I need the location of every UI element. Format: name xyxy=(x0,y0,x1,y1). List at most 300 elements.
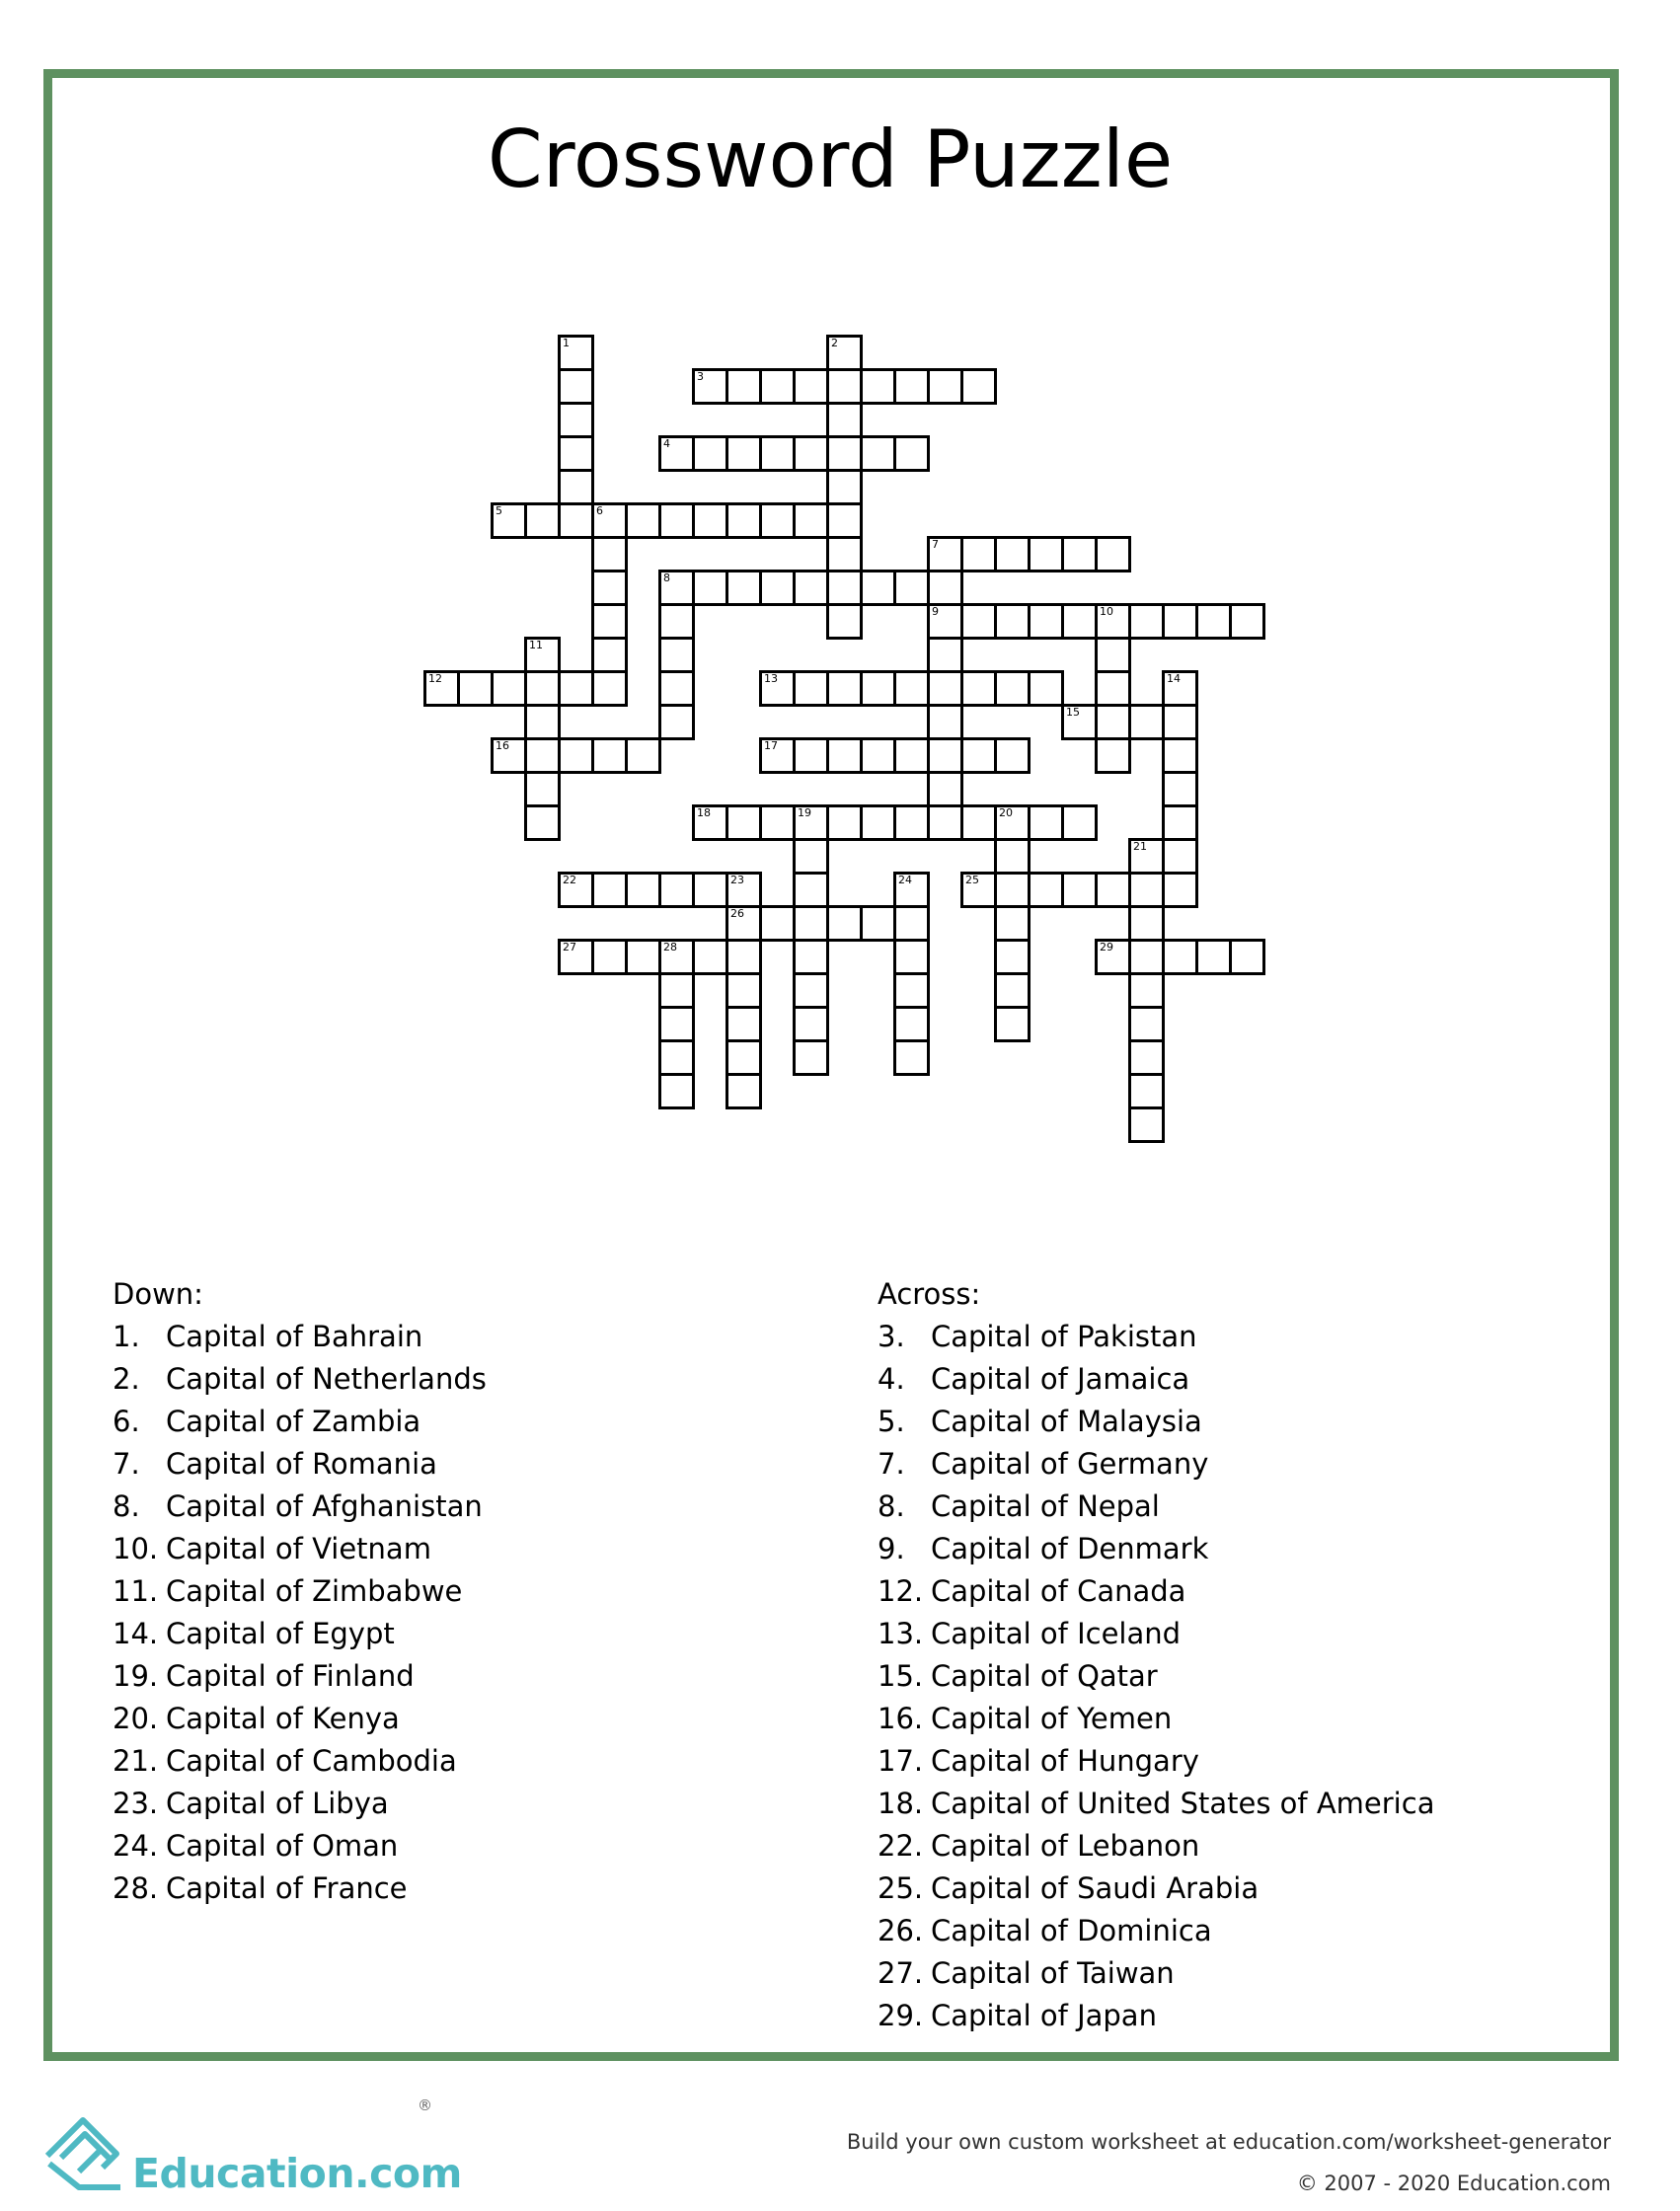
registered-mark: ® xyxy=(418,2097,432,2114)
crossword-cell[interactable] xyxy=(1128,603,1165,640)
crossword-cell[interactable] xyxy=(1028,603,1064,640)
clue-number: 11. xyxy=(113,1574,159,1608)
crossword-cell[interactable] xyxy=(725,939,762,975)
clue-number: 22. xyxy=(878,1829,924,1863)
crossword-cell[interactable] xyxy=(1229,603,1265,640)
clue-text: Capital of Zambia xyxy=(166,1405,421,1438)
crossword-cell[interactable] xyxy=(826,402,863,438)
crossword-cell[interactable] xyxy=(558,872,594,908)
across-clue xyxy=(878,1825,1434,1868)
crossword-cell[interactable] xyxy=(524,804,561,841)
cell-number: 19 xyxy=(798,806,811,819)
crossword-cell[interactable] xyxy=(826,335,863,371)
crossword-cell[interactable] xyxy=(725,435,762,472)
crossword-cell[interactable] xyxy=(960,804,997,841)
crossword-cell[interactable] xyxy=(860,570,896,606)
brand-name: Education.com xyxy=(132,2150,462,2197)
crossword-cell[interactable] xyxy=(625,502,661,539)
clue-text: Capital of Iceland xyxy=(931,1617,1182,1650)
crossword-cell[interactable] xyxy=(725,905,762,942)
crossword-cell[interactable] xyxy=(826,536,863,572)
crossword-cell[interactable] xyxy=(960,536,997,572)
crossword-cell[interactable] xyxy=(893,804,930,841)
clue-number: 10. xyxy=(113,1532,159,1565)
clue-number: 23. xyxy=(113,1787,159,1820)
crossword-cell[interactable] xyxy=(893,972,930,1009)
clue-number: 24. xyxy=(113,1829,159,1863)
clue-number: 1. xyxy=(113,1320,140,1353)
clue-text: Capital of Qatar xyxy=(931,1659,1158,1693)
crossword-cell[interactable] xyxy=(1162,603,1198,640)
clue-text: Capital of Vietnam xyxy=(166,1532,431,1565)
down-clue xyxy=(113,1613,487,1655)
cell-number: 11 xyxy=(529,639,543,651)
crossword-cell[interactable] xyxy=(658,1073,695,1109)
down-clue xyxy=(113,1868,487,1910)
crossword-cell[interactable] xyxy=(524,737,561,774)
crossword-cell[interactable] xyxy=(625,737,661,774)
crossword-cell[interactable] xyxy=(927,804,963,841)
crossword-cell[interactable] xyxy=(524,771,561,807)
crossword-cell[interactable] xyxy=(558,670,594,707)
down-clue xyxy=(113,1570,487,1613)
across-clue xyxy=(878,1316,1434,1358)
crossword-cell[interactable] xyxy=(793,368,829,405)
crossword-cell[interactable] xyxy=(725,1039,762,1076)
crossword-cell[interactable] xyxy=(826,905,863,942)
crossword-cell[interactable] xyxy=(1162,939,1198,975)
crossword-cell[interactable] xyxy=(759,804,796,841)
crossword-cell[interactable] xyxy=(826,603,863,640)
cell-number: 20 xyxy=(999,806,1013,819)
crossword-cell[interactable] xyxy=(860,737,896,774)
crossword-cell[interactable] xyxy=(1162,704,1198,740)
clue-number: 2. xyxy=(113,1362,140,1396)
crossword-cell[interactable] xyxy=(860,670,896,707)
crossword-cell[interactable] xyxy=(826,435,863,472)
clue-text: Capital of Hungary xyxy=(931,1744,1199,1778)
crossword-cell[interactable] xyxy=(759,905,796,942)
crossword-cell[interactable] xyxy=(558,737,594,774)
crossword-cell[interactable] xyxy=(893,368,930,405)
crossword-cell[interactable] xyxy=(994,670,1031,707)
cell-number: 14 xyxy=(1167,672,1181,685)
cell-number: 29 xyxy=(1100,941,1113,953)
crossword-cell[interactable] xyxy=(1095,536,1131,572)
crossword-cell[interactable] xyxy=(725,972,762,1009)
crossword-cell[interactable] xyxy=(793,737,829,774)
crossword-cell[interactable] xyxy=(558,368,594,405)
crossword-cell[interactable] xyxy=(1162,737,1198,774)
crossword-cell[interactable] xyxy=(793,502,829,539)
crossword-cell[interactable] xyxy=(893,570,930,606)
crossword-cell[interactable] xyxy=(1128,972,1165,1009)
crossword-cell[interactable] xyxy=(960,670,997,707)
crossword-cell[interactable] xyxy=(759,435,796,472)
crossword-cell[interactable] xyxy=(793,872,829,908)
crossword-cell[interactable] xyxy=(1095,872,1131,908)
crossword-cell[interactable] xyxy=(994,838,1031,875)
clue-text: Capital of Pakistan xyxy=(931,1320,1197,1353)
clue-text: Capital of Lebanon xyxy=(931,1829,1200,1863)
clue-text: Capital of Bahrain xyxy=(166,1320,423,1353)
down-heading: Down: xyxy=(113,1277,203,1311)
clue-text: Capital of Romania xyxy=(166,1447,437,1481)
clue-number: 18. xyxy=(878,1787,924,1820)
cell-number: 8 xyxy=(663,572,670,584)
down-clue xyxy=(113,1825,487,1868)
crossword-cell[interactable] xyxy=(625,939,661,975)
crossword-cell[interactable] xyxy=(1095,737,1131,774)
crossword-cell[interactable] xyxy=(1128,939,1165,975)
crossword-cell[interactable] xyxy=(759,670,796,707)
crossword-cell[interactable] xyxy=(558,502,594,539)
crossword-cell[interactable] xyxy=(423,670,460,707)
crossword-cell[interactable] xyxy=(1061,804,1098,841)
crossword-cell[interactable] xyxy=(893,737,930,774)
clue-text: Capital of Dominica xyxy=(931,1914,1212,1947)
crossword-cell[interactable] xyxy=(994,1006,1031,1042)
crossword-cell[interactable] xyxy=(658,972,695,1009)
across-heading: Across: xyxy=(878,1277,981,1311)
across-clue xyxy=(878,1443,1434,1486)
crossword-cell[interactable] xyxy=(893,939,930,975)
crossword-cell[interactable] xyxy=(927,368,963,405)
cell-number: 22 xyxy=(563,874,576,886)
crossword-cell[interactable] xyxy=(793,1039,829,1076)
across-clue xyxy=(878,1358,1434,1401)
cell-number: 3 xyxy=(697,370,704,383)
crossword-cell[interactable] xyxy=(793,972,829,1009)
crossword-cell[interactable] xyxy=(1095,939,1131,975)
crossword-cell[interactable] xyxy=(658,502,695,539)
crossword-cell[interactable] xyxy=(994,939,1031,975)
crossword-cell[interactable] xyxy=(658,570,695,606)
crossword-cell[interactable] xyxy=(826,670,863,707)
crossword-cell[interactable] xyxy=(1095,637,1131,673)
crossword-cell[interactable] xyxy=(893,435,930,472)
crossword-cell[interactable] xyxy=(591,570,628,606)
across-clue xyxy=(878,1952,1434,1995)
crossword-cell[interactable] xyxy=(1128,905,1165,942)
clue-number: 9. xyxy=(878,1532,905,1565)
crossword-cell[interactable] xyxy=(1162,670,1198,707)
crossword-cell[interactable] xyxy=(927,637,963,673)
crossword-cell[interactable] xyxy=(658,704,695,740)
crossword-cell[interactable] xyxy=(1128,1006,1165,1042)
clue-text: Capital of Saudi Arabia xyxy=(931,1871,1260,1905)
clue-number: 12. xyxy=(878,1574,924,1608)
crossword-cell[interactable] xyxy=(658,603,695,640)
crossword-cell[interactable] xyxy=(793,435,829,472)
crossword-cell[interactable] xyxy=(725,368,762,405)
down-clue xyxy=(113,1443,487,1486)
crossword-cell[interactable] xyxy=(893,905,930,942)
crossword-cell[interactable] xyxy=(860,435,896,472)
crossword-cell[interactable] xyxy=(927,771,963,807)
cell-number: 27 xyxy=(563,941,576,953)
down-clue xyxy=(113,1401,487,1443)
crossword-cell[interactable] xyxy=(524,704,561,740)
crossword-cell[interactable] xyxy=(591,670,628,707)
clue-text: Capital of Denmark xyxy=(931,1532,1209,1565)
crossword-cell[interactable] xyxy=(860,905,896,942)
clue-number: 7. xyxy=(113,1447,140,1481)
crossword-cell[interactable] xyxy=(1028,536,1064,572)
across-clue xyxy=(878,1740,1434,1783)
crossword-cell[interactable] xyxy=(1061,704,1098,740)
cell-number: 5 xyxy=(496,504,502,517)
clue-number: 26. xyxy=(878,1914,924,1947)
down-clue xyxy=(113,1783,487,1825)
cell-number: 7 xyxy=(932,538,939,551)
crossword-cell[interactable] xyxy=(927,704,963,740)
cell-number: 21 xyxy=(1133,840,1147,853)
crossword-cell[interactable] xyxy=(826,570,863,606)
across-clue xyxy=(878,1613,1434,1655)
crossword-cell[interactable] xyxy=(826,502,863,539)
crossword-cell[interactable] xyxy=(826,737,863,774)
crossword-cell[interactable] xyxy=(1028,804,1064,841)
crossword-cell[interactable] xyxy=(994,804,1031,841)
crossword-cell[interactable] xyxy=(658,1039,695,1076)
crossword-cell[interactable] xyxy=(1128,838,1165,875)
crossword-cell[interactable] xyxy=(759,737,796,774)
clue-text: Capital of Egypt xyxy=(166,1617,395,1650)
crossword-cell[interactable] xyxy=(960,737,997,774)
crossword-cell[interactable] xyxy=(994,536,1031,572)
crossword-cell[interactable] xyxy=(860,368,896,405)
clue-number: 25. xyxy=(878,1871,924,1905)
crossword-cell[interactable] xyxy=(994,737,1031,774)
crossword-cell[interactable] xyxy=(558,435,594,472)
across-clue xyxy=(878,1401,1434,1443)
crossword-cell[interactable] xyxy=(960,872,997,908)
crossword-cell[interactable] xyxy=(1162,804,1198,841)
crossword-cell[interactable] xyxy=(927,536,963,572)
crossword-cell[interactable] xyxy=(759,368,796,405)
crossword-cell[interactable] xyxy=(658,939,695,975)
clue-text: Capital of Netherlands xyxy=(166,1362,487,1396)
crossword-cell[interactable] xyxy=(1162,872,1198,908)
crossword-cell[interactable] xyxy=(591,939,628,975)
crossword-cell[interactable] xyxy=(692,939,728,975)
crossword-cell[interactable] xyxy=(826,368,863,405)
crossword-cell[interactable] xyxy=(658,872,695,908)
cell-number: 16 xyxy=(496,739,509,752)
crossword-cell[interactable] xyxy=(826,469,863,505)
crossword-cell[interactable] xyxy=(591,502,628,539)
clue-text: Capital of Malaysia xyxy=(931,1405,1202,1438)
crossword-cell[interactable] xyxy=(759,502,796,539)
cell-number: 12 xyxy=(428,672,442,685)
crossword-cell[interactable] xyxy=(591,737,628,774)
across-clue xyxy=(878,1868,1434,1910)
clue-number: 6. xyxy=(113,1405,140,1438)
crossword-cell[interactable] xyxy=(927,570,963,606)
across-clue xyxy=(878,1698,1434,1740)
crossword-cell[interactable] xyxy=(457,670,494,707)
clue-text: Capital of Nepal xyxy=(931,1489,1160,1523)
crossword-cell[interactable] xyxy=(1061,603,1098,640)
crossword-cell[interactable] xyxy=(558,939,594,975)
crossword-cell[interactable] xyxy=(491,502,527,539)
clue-text: Capital of Afghanistan xyxy=(166,1489,483,1523)
crossword-cell[interactable] xyxy=(793,905,829,942)
cell-number: 23 xyxy=(730,874,744,886)
clue-number: 4. xyxy=(878,1362,905,1396)
crossword-cell[interactable] xyxy=(826,804,863,841)
crossword-cell[interactable] xyxy=(1128,1073,1165,1109)
crossword-cell[interactable] xyxy=(860,804,896,841)
clue-text: Capital of United States of America xyxy=(931,1787,1435,1820)
down-clue xyxy=(113,1698,487,1740)
clue-text: Capital of Zimbabwe xyxy=(166,1574,463,1608)
crossword-cell[interactable] xyxy=(927,737,963,774)
crossword-cell[interactable] xyxy=(893,670,930,707)
crossword-cell[interactable] xyxy=(1028,670,1064,707)
cell-number: 13 xyxy=(764,672,778,685)
crossword-cell[interactable] xyxy=(725,872,762,908)
down-clue xyxy=(113,1486,487,1528)
crossword-cell[interactable] xyxy=(994,905,1031,942)
crossword-cell[interactable] xyxy=(1128,704,1165,740)
clue-number: 8. xyxy=(878,1489,905,1523)
copyright-text: © 2007 - 2020 Education.com xyxy=(1296,2172,1611,2195)
cell-number: 24 xyxy=(898,874,912,886)
crossword-cell[interactable] xyxy=(927,603,963,640)
crossword-cell[interactable] xyxy=(1061,536,1098,572)
crossword-cell[interactable] xyxy=(1128,1106,1165,1143)
across-clue xyxy=(878,1995,1434,2037)
crossword-cell[interactable] xyxy=(960,368,997,405)
crossword-cell[interactable] xyxy=(692,872,728,908)
clue-text: Capital of Yemen xyxy=(931,1702,1173,1735)
crossword-cell[interactable] xyxy=(558,469,594,505)
crossword-cell[interactable] xyxy=(692,804,728,841)
cell-number: 28 xyxy=(663,941,677,953)
crossword-cell[interactable] xyxy=(793,670,829,707)
crossword-cell[interactable] xyxy=(558,402,594,438)
crossword-cell[interactable] xyxy=(1095,704,1131,740)
cell-number: 25 xyxy=(965,874,979,886)
crossword-cell[interactable] xyxy=(1229,939,1265,975)
clue-number: 3. xyxy=(878,1320,905,1353)
down-clue xyxy=(113,1316,487,1358)
crossword-cell[interactable] xyxy=(692,570,728,606)
clue-text: Capital of Jamaica xyxy=(931,1362,1190,1396)
cell-number: 6 xyxy=(596,504,603,517)
crossword-cell[interactable] xyxy=(1061,872,1098,908)
clue-text: Capital of Oman xyxy=(166,1829,399,1863)
crossword-cell[interactable] xyxy=(658,1006,695,1042)
crossword-cell[interactable] xyxy=(658,670,695,707)
across-clues xyxy=(878,1273,1434,2037)
clue-text: Capital of Japan xyxy=(931,1999,1157,2032)
crossword-cell[interactable] xyxy=(692,502,728,539)
crossword-cell[interactable] xyxy=(893,1006,930,1042)
crossword-cell[interactable] xyxy=(692,435,728,472)
clue-number: 27. xyxy=(878,1956,924,1990)
crossword-cell[interactable] xyxy=(994,603,1031,640)
crossword-cell[interactable] xyxy=(591,536,628,572)
crossword-cell[interactable] xyxy=(1128,872,1165,908)
crossword-cell[interactable] xyxy=(725,1006,762,1042)
crossword-cell[interactable] xyxy=(960,603,997,640)
clue-number: 17. xyxy=(878,1744,924,1778)
crossword-cell[interactable] xyxy=(1095,603,1131,640)
crossword-cell[interactable] xyxy=(1195,603,1232,640)
crossword-cell[interactable] xyxy=(1162,838,1198,875)
crossword-cell[interactable] xyxy=(591,872,628,908)
clue-number: 21. xyxy=(113,1744,159,1778)
clue-text: Capital of Libya xyxy=(166,1787,389,1820)
crossword-cell[interactable] xyxy=(725,570,762,606)
crossword-cell[interactable] xyxy=(524,502,561,539)
clue-number: 15. xyxy=(878,1659,924,1693)
across-clue xyxy=(878,1486,1434,1528)
crossword-cell[interactable] xyxy=(793,570,829,606)
crossword-cell[interactable] xyxy=(591,603,628,640)
crossword-cell[interactable] xyxy=(725,804,762,841)
crossword-cell[interactable] xyxy=(558,335,594,371)
across-clue xyxy=(878,1910,1434,1952)
crossword-cell[interactable] xyxy=(658,637,695,673)
crossword-cell[interactable] xyxy=(927,670,963,707)
crossword-cell[interactable] xyxy=(1028,872,1064,908)
down-clues xyxy=(113,1273,487,1910)
crossword-cell[interactable] xyxy=(591,637,628,673)
crossword-cell[interactable] xyxy=(491,737,527,774)
down-clue-list xyxy=(113,1316,487,1910)
page-title: Crossword Puzzle xyxy=(487,114,1174,205)
crossword-cell[interactable] xyxy=(692,368,728,405)
crossword-cell[interactable] xyxy=(725,1073,762,1109)
crossword-cell[interactable] xyxy=(625,872,661,908)
clue-text: Capital of Kenya xyxy=(166,1702,400,1735)
cell-number: 9 xyxy=(932,605,939,618)
clue-number: 20. xyxy=(113,1702,159,1735)
crossword-cell[interactable] xyxy=(524,670,561,707)
crossword-cell[interactable] xyxy=(994,972,1031,1009)
crossword-cell[interactable] xyxy=(893,1039,930,1076)
crossword-cell[interactable] xyxy=(491,670,527,707)
down-clue xyxy=(113,1528,487,1570)
crossword-cell[interactable] xyxy=(1195,939,1232,975)
crossword-cell[interactable] xyxy=(793,804,829,841)
crossword-cell[interactable] xyxy=(994,872,1031,908)
down-clue xyxy=(113,1358,487,1401)
crossword-cell[interactable] xyxy=(759,570,796,606)
clue-text: Capital of Germany xyxy=(931,1447,1209,1481)
cell-number: 15 xyxy=(1066,706,1080,719)
crossword-cell[interactable] xyxy=(1162,771,1198,807)
clue-number: 29. xyxy=(878,1999,924,2032)
crossword-cell[interactable] xyxy=(793,939,829,975)
crossword-cell[interactable] xyxy=(1128,1039,1165,1076)
crossword-cell[interactable] xyxy=(1095,670,1131,707)
crossword-cell[interactable] xyxy=(725,502,762,539)
clue-text: Capital of Cambodia xyxy=(166,1744,457,1778)
crossword-cell[interactable] xyxy=(658,435,695,472)
crossword-cell[interactable] xyxy=(524,637,561,673)
crossword-cell[interactable] xyxy=(793,838,829,875)
crossword-cell[interactable] xyxy=(793,1006,829,1042)
clue-number: 8. xyxy=(113,1489,140,1523)
cell-number: 26 xyxy=(730,907,744,920)
clue-text: Capital of France xyxy=(166,1871,408,1905)
crossword-cell[interactable] xyxy=(893,872,930,908)
